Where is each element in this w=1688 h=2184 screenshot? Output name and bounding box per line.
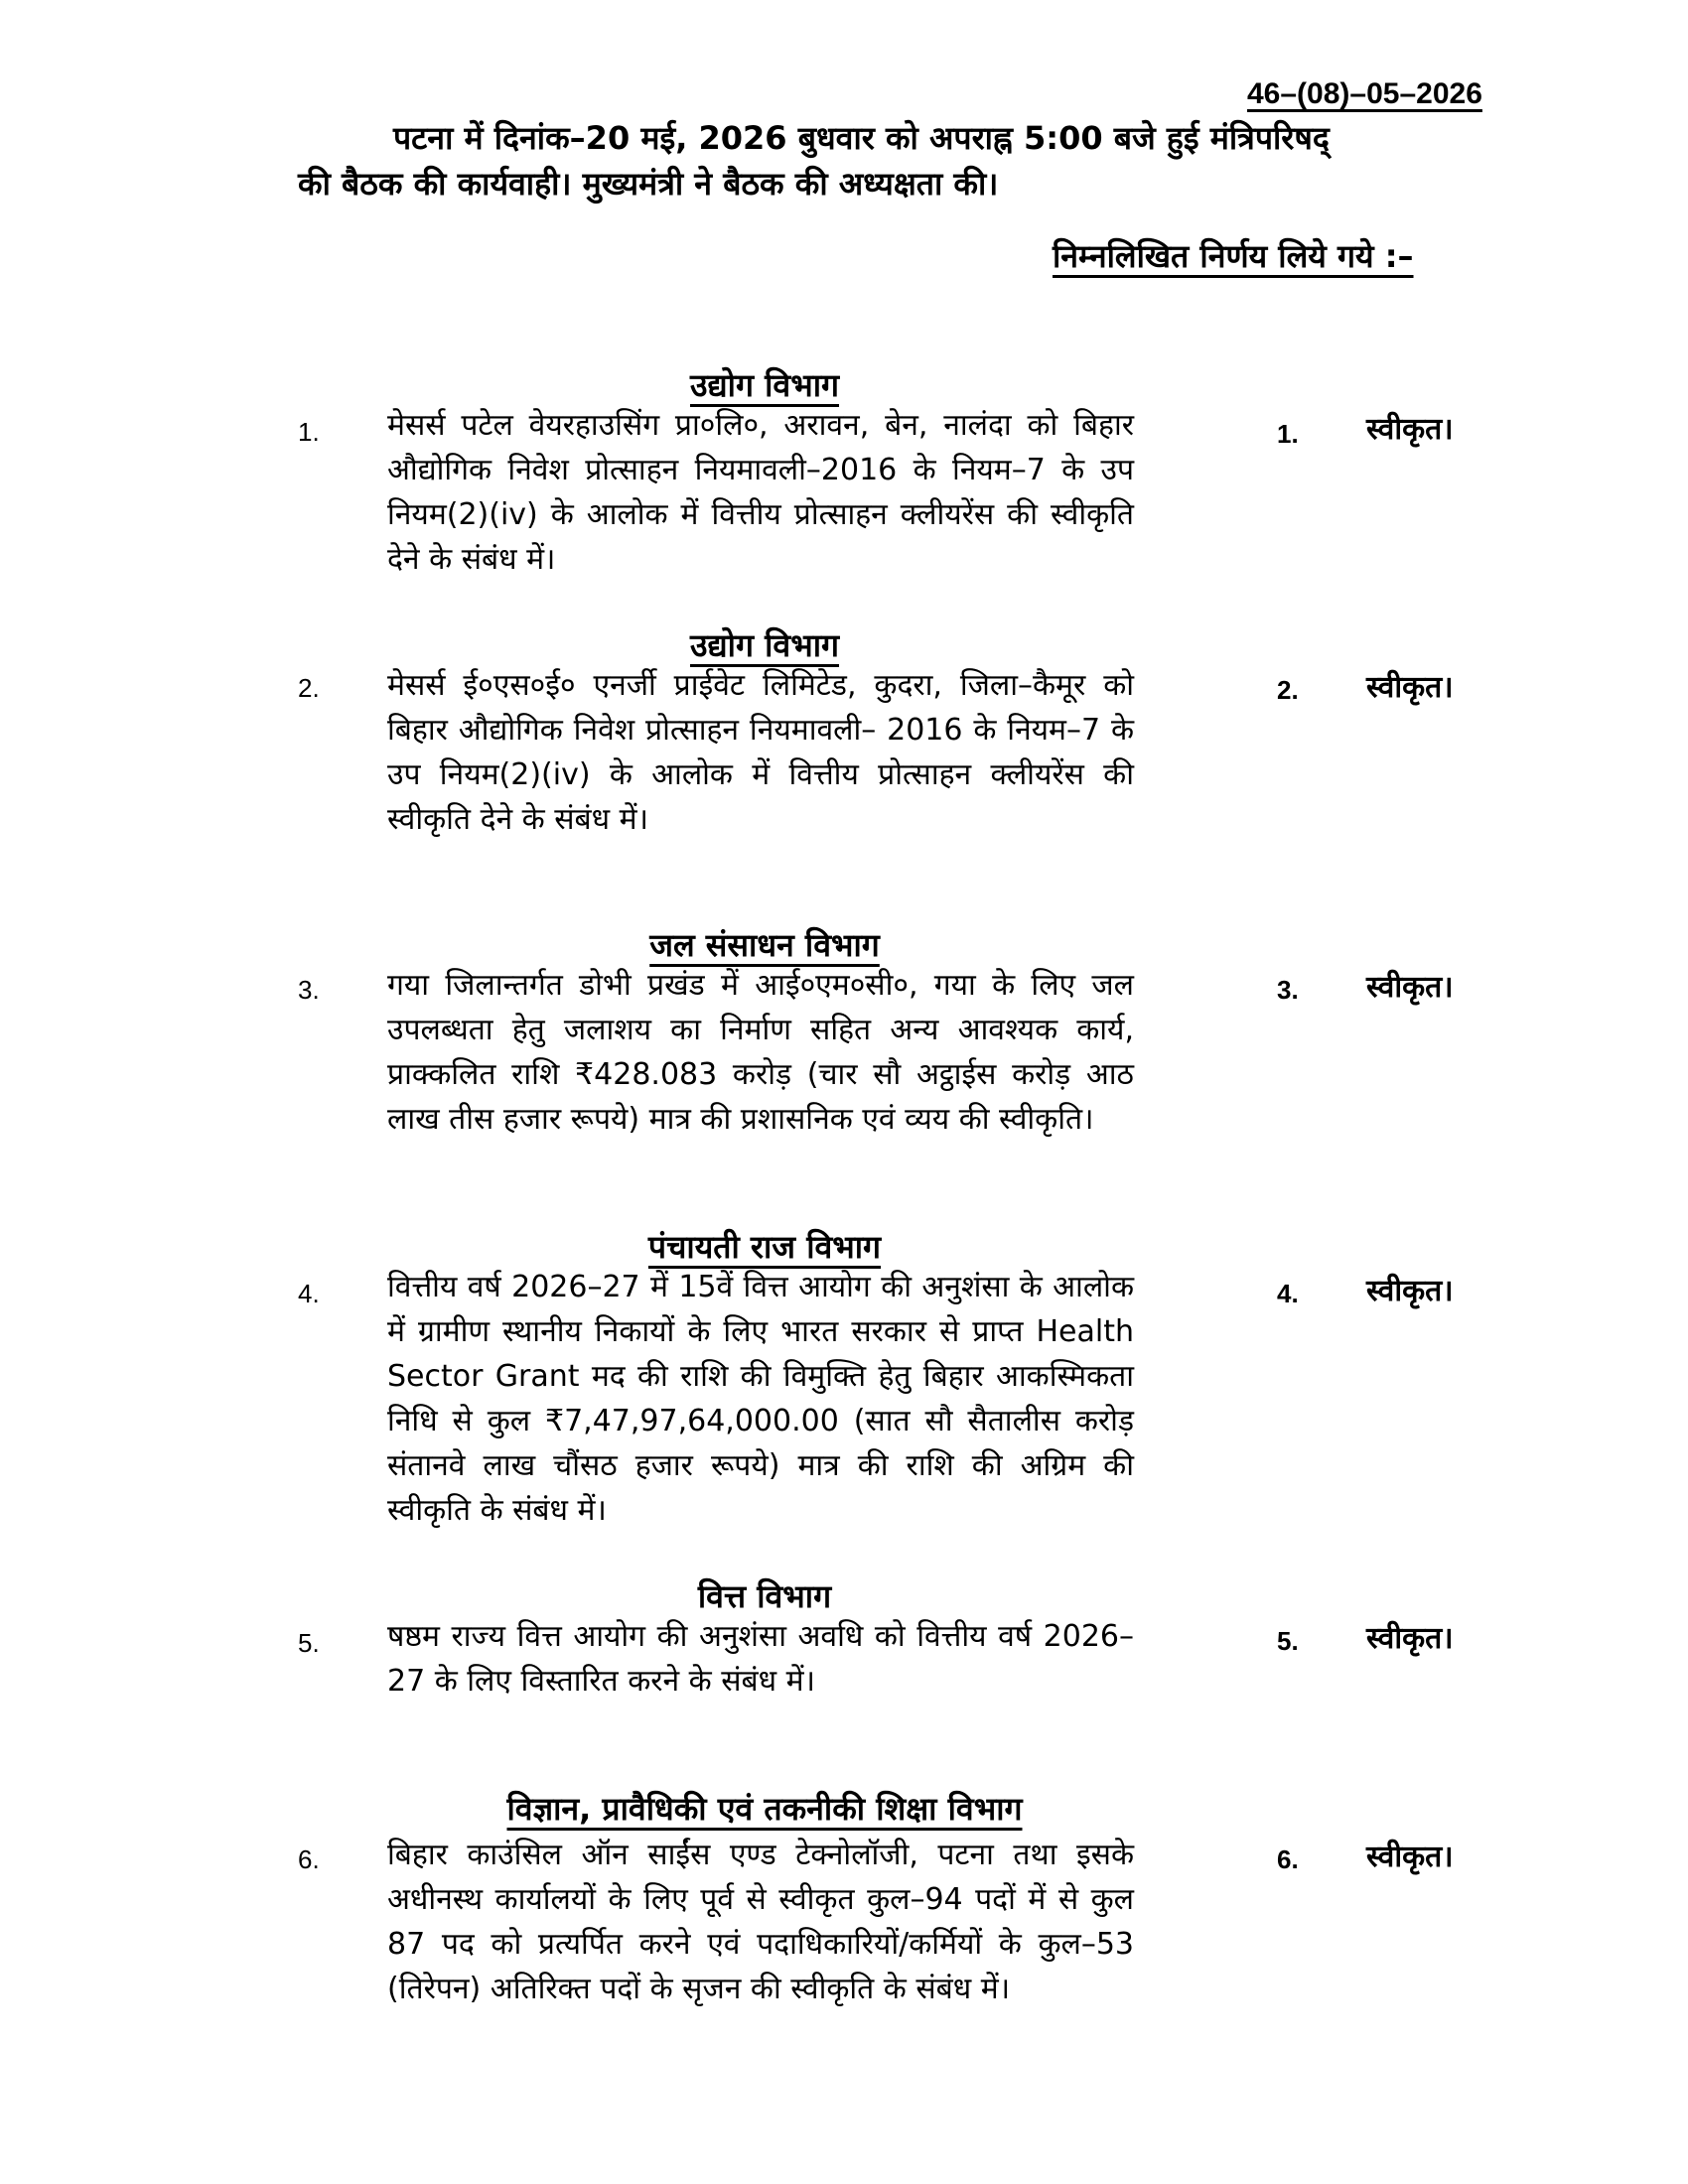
result-number: 5. (1277, 1626, 1299, 1656)
result-number: 4. (1277, 1279, 1299, 1308)
item-text: मेसर्स ई०एस०ई० एनर्जी प्राईवेट लिमिटेड, कुदरा, जिला–कैमूर को बिहार औद्योगिक निवेश प्रोत्साहन नियमावली– 2016 के नियम–7 के उप नियम(2)(iv) के आलोक में वित्तीय प्रोत्साहन क्लीयरेंस की स्वीकृति देने के संबंध में। (387, 668, 1134, 837)
intro-line-2: की बैठक की कार्यवाही। मुख्यमंत्री ने बैठक की अध्यक्षता की। (298, 165, 999, 203)
item-number: 6. (298, 1844, 320, 1874)
item-number: 5. (298, 1628, 320, 1658)
document-number: 46–(08)–05–2026 (1247, 77, 1482, 110)
meeting-intro (298, 115, 1533, 206)
department-heading: पंचायती राज विभाग (647, 1228, 882, 1266)
item-text: बिहार काउंसिल ऑन साईंस एण्ड टेक्नोलॉजी, पटना तथा इसके अधीनस्थ कार्यालयों के लिए पूर्व से स्वीकृत कुल–94 पदों में से कुल 87 पद को प्रत्यर्पित करने एवं पदाधिकारियों/कर्मियों के कुल–53 (तिरेपन) अतिरिक्त पदों के सृजन की स्वीकृति के संबंध में। (387, 1838, 1134, 2006)
result-number: 6. (1277, 1844, 1299, 1874)
result-number: 1. (1277, 419, 1299, 449)
result-number: 2. (1277, 675, 1299, 705)
department-heading: उद्योग विभाग (689, 366, 840, 404)
item-number: 4. (298, 1279, 320, 1308)
item-text: षष्ठम राज्य वित्त आयोग की अनुशंसा अवधि को वित्तीय वर्ष 2026–27 के लिए विस्तारित करने के संबंध में। (387, 1619, 1134, 1699)
item-text: गया जिलान्तर्गत डोभी प्रखंड में आई०एम०सी०, गया के लिए जल उपलब्धता हेतु जलाशय का निर्माण सहित अन्य आवश्यक कार्य, प्राक्कलित राशि ₹428.083 करोड़ (चार सौ अट्ठाईस करोड़ आठ लाख तीस हजार रूपये) मात्र की प्रशासनिक एवं व्यय की स्वीकृति। (387, 968, 1134, 1137)
result-status: स्वीकृत। (1366, 1840, 1454, 1874)
item-text: मेसर्स पटेल वेयरहाउसिंग प्रा०लि०, अरावन, बेन, नालंदा को बिहार औद्योगिक निवेश प्रोत्साहन नियमावली–2016 के नियम–7 के उप नियम(2)(iv) के आलोक में वित्तीय प्रोत्साहन क्लीयरेंस की स्वीकृति देने के संबंध में। (387, 408, 1134, 577)
result-status: स्वीकृत। (1366, 970, 1454, 1005)
result-status: स्वीकृत। (1366, 412, 1454, 447)
item-text: वित्तीय वर्ष 2026–27 में 15वें वित्त आयोग की अनुशंसा के आलोक में ग्रामीण स्थानीय निकायों के लिए भारत सरकार से प्राप्त Health Sector Grant मद की राशि की विमुक्ति हेतु बिहार आकस्मिकता निधि से कुल ₹7,47,97,64,000.00 (सात सौ सैतालीस करोड़ संतानवे लाख चौंसठ हजार रूपये) मात्र की राशि की अग्रिम की स्वीकृति के संबंध में। (387, 1270, 1134, 1528)
item-number: 1. (298, 417, 320, 447)
result-number: 3. (1277, 975, 1299, 1005)
decisions-heading (1053, 234, 1529, 277)
department-heading: उद्योग विभाग (689, 626, 840, 664)
department-heading: जल संसाधन विभाग (649, 926, 880, 964)
result-status: स्वीकृत। (1366, 1621, 1454, 1656)
decisions-heading-text: निम्नलिखित निर्णय लिये गये :– (1053, 237, 1414, 275)
item-number: 2. (298, 673, 320, 703)
item-number: 3. (298, 975, 320, 1005)
department-heading: विज्ञान, प्रावैधिकी एवं तकनीकी शिक्षा विभाग (506, 1790, 1023, 1828)
department-heading: वित्त विभाग (697, 1577, 832, 1615)
result-status: स्वीकृत। (1366, 1274, 1454, 1308)
intro-line-1: पटना में दिनांक–20 मई, 2026 बुधवार को अपराह्न 5:00 बजे हुई मंत्रिपरिषद् (393, 119, 1330, 157)
result-status: स्वीकृत। (1366, 670, 1454, 705)
